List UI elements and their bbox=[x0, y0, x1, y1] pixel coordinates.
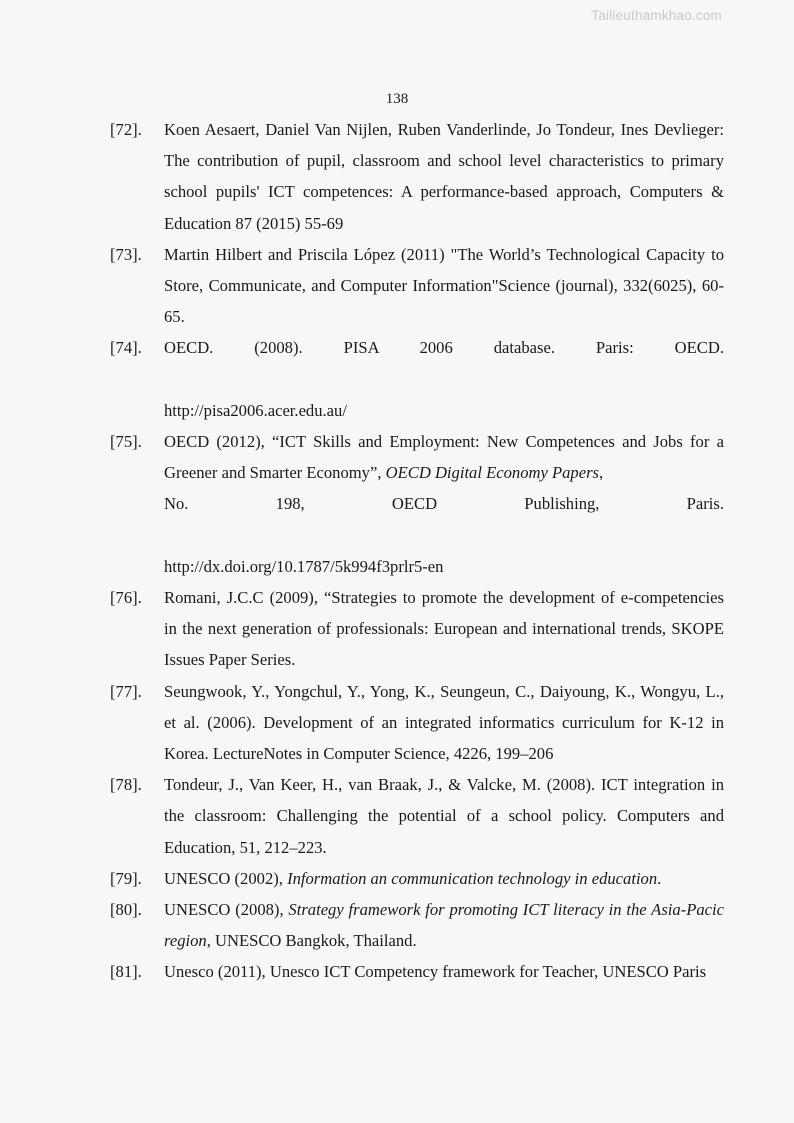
reference-text bbox=[164, 332, 724, 426]
reference-entry bbox=[110, 956, 724, 987]
reference-text-segment: UNESCO (2002), bbox=[164, 868, 288, 888]
reference-text-segment: Koen Aesaert, Daniel Van Nijlen, Ruben Vanderlinde, Jo Tondeur, Ines Devlieger: The contribution of pupil, classroom and school level characteristics to primary school pupils' ICT competences: A performance-based approach, Computers & Education 87 (2015) 55-69 bbox=[164, 120, 724, 233]
reference-text-segment: Romani, J.C.C (2009), “Strategies to promote the development of e-competencies in the next generation of professionals: European and international trends, SKOPE Issues Paper Series. bbox=[164, 588, 724, 670]
reference-number: [72]. bbox=[110, 120, 142, 139]
reference-entry bbox=[110, 769, 724, 863]
reference-number: [77]. bbox=[110, 681, 142, 701]
reference-entry bbox=[110, 426, 724, 582]
reference-title-italic: OECD Digital Economy Papers bbox=[385, 463, 600, 483]
reference-title-italic: Strategy framework for promoting ICT literacy in the Asia-Pacic region bbox=[164, 900, 724, 951]
reference-entry bbox=[110, 863, 724, 894]
reference-entry bbox=[110, 114, 724, 239]
reference-number: [78]. bbox=[110, 775, 142, 795]
reference-entry bbox=[110, 676, 724, 770]
reference-number: [80]. bbox=[110, 900, 142, 920]
reference-entry bbox=[110, 582, 724, 676]
reference-list bbox=[110, 114, 724, 988]
reference-text bbox=[164, 863, 724, 894]
reference-entry bbox=[110, 239, 724, 333]
reference-url: http://pisa2006.acer.edu.au/ bbox=[164, 400, 347, 420]
reference-publisher-line: No. 198, OECD Publishing, Paris. bbox=[164, 494, 724, 514]
reference-text-segment: , bbox=[599, 463, 604, 483]
page-number: 138 bbox=[385, 91, 409, 107]
reference-text-segment: , UNESCO Bangkok, Thailand. bbox=[206, 931, 417, 951]
reference-text bbox=[164, 956, 724, 987]
reference-text bbox=[164, 894, 724, 956]
reference-text-segment: OECD (2012), “ICT Skills and Employment: New Competences and Jobs for a Greener and Smarter Economy”, bbox=[164, 432, 724, 483]
reference-number: [74]. bbox=[110, 338, 142, 358]
reference-entry bbox=[110, 332, 724, 426]
site-watermark: Tailieuthamkhao.com bbox=[591, 8, 722, 23]
reference-text-segment: . bbox=[657, 868, 662, 888]
reference-number: [76]. bbox=[110, 588, 142, 608]
reference-publisher-line: OECD. (2008). PISA 2006 database. Paris: OECD. bbox=[164, 338, 724, 358]
reference-text-segment: Seungwook, Y., Yongchul, Y., Yong, K., Seungeun, C., Daiyoung, K., Wongyu, L., et al. (2006). Development of an integrated informatics curriculum for K-12 in Korea. LectureNotes in Computer Science, 4226, 199–206 bbox=[164, 681, 724, 764]
reference-text bbox=[164, 114, 724, 239]
reference-entry bbox=[110, 894, 724, 956]
reference-number: [81]. bbox=[110, 962, 142, 982]
reference-text-segment: UNESCO (2008), bbox=[164, 900, 289, 920]
reference-text-segment: Tondeur, J., Van Keer, H., van Braak, J., & Valcke, M. (2008). ICT integration in the classroom: Challenging the potential of a school policy. Computers and Education, 51, 212–223. bbox=[164, 775, 724, 857]
reference-url: http://dx.doi.org/10.1787/5k994f3prlr5-en bbox=[164, 556, 444, 576]
reference-number: [73]. bbox=[110, 244, 142, 264]
reference-number: [75]. bbox=[110, 432, 142, 452]
reference-text bbox=[164, 239, 724, 333]
reference-text bbox=[164, 769, 724, 863]
reference-text-segment: Martin Hilbert and Priscila López (2011) "The World’s Technological Capacity to Store, Communicate, and Computer Information"Science (journal), 332(6025), 60-65. bbox=[164, 244, 724, 327]
reference-text-segment: Unesco (2011), Unesco ICT Competency framework for Teacher, UNESCO Paris bbox=[164, 962, 707, 982]
reference-text bbox=[164, 676, 724, 770]
reference-text bbox=[164, 426, 724, 582]
reference-number: [79]. bbox=[110, 868, 142, 888]
reference-title-italic: Information an communication technology in education bbox=[287, 868, 658, 888]
reference-text bbox=[164, 582, 724, 676]
